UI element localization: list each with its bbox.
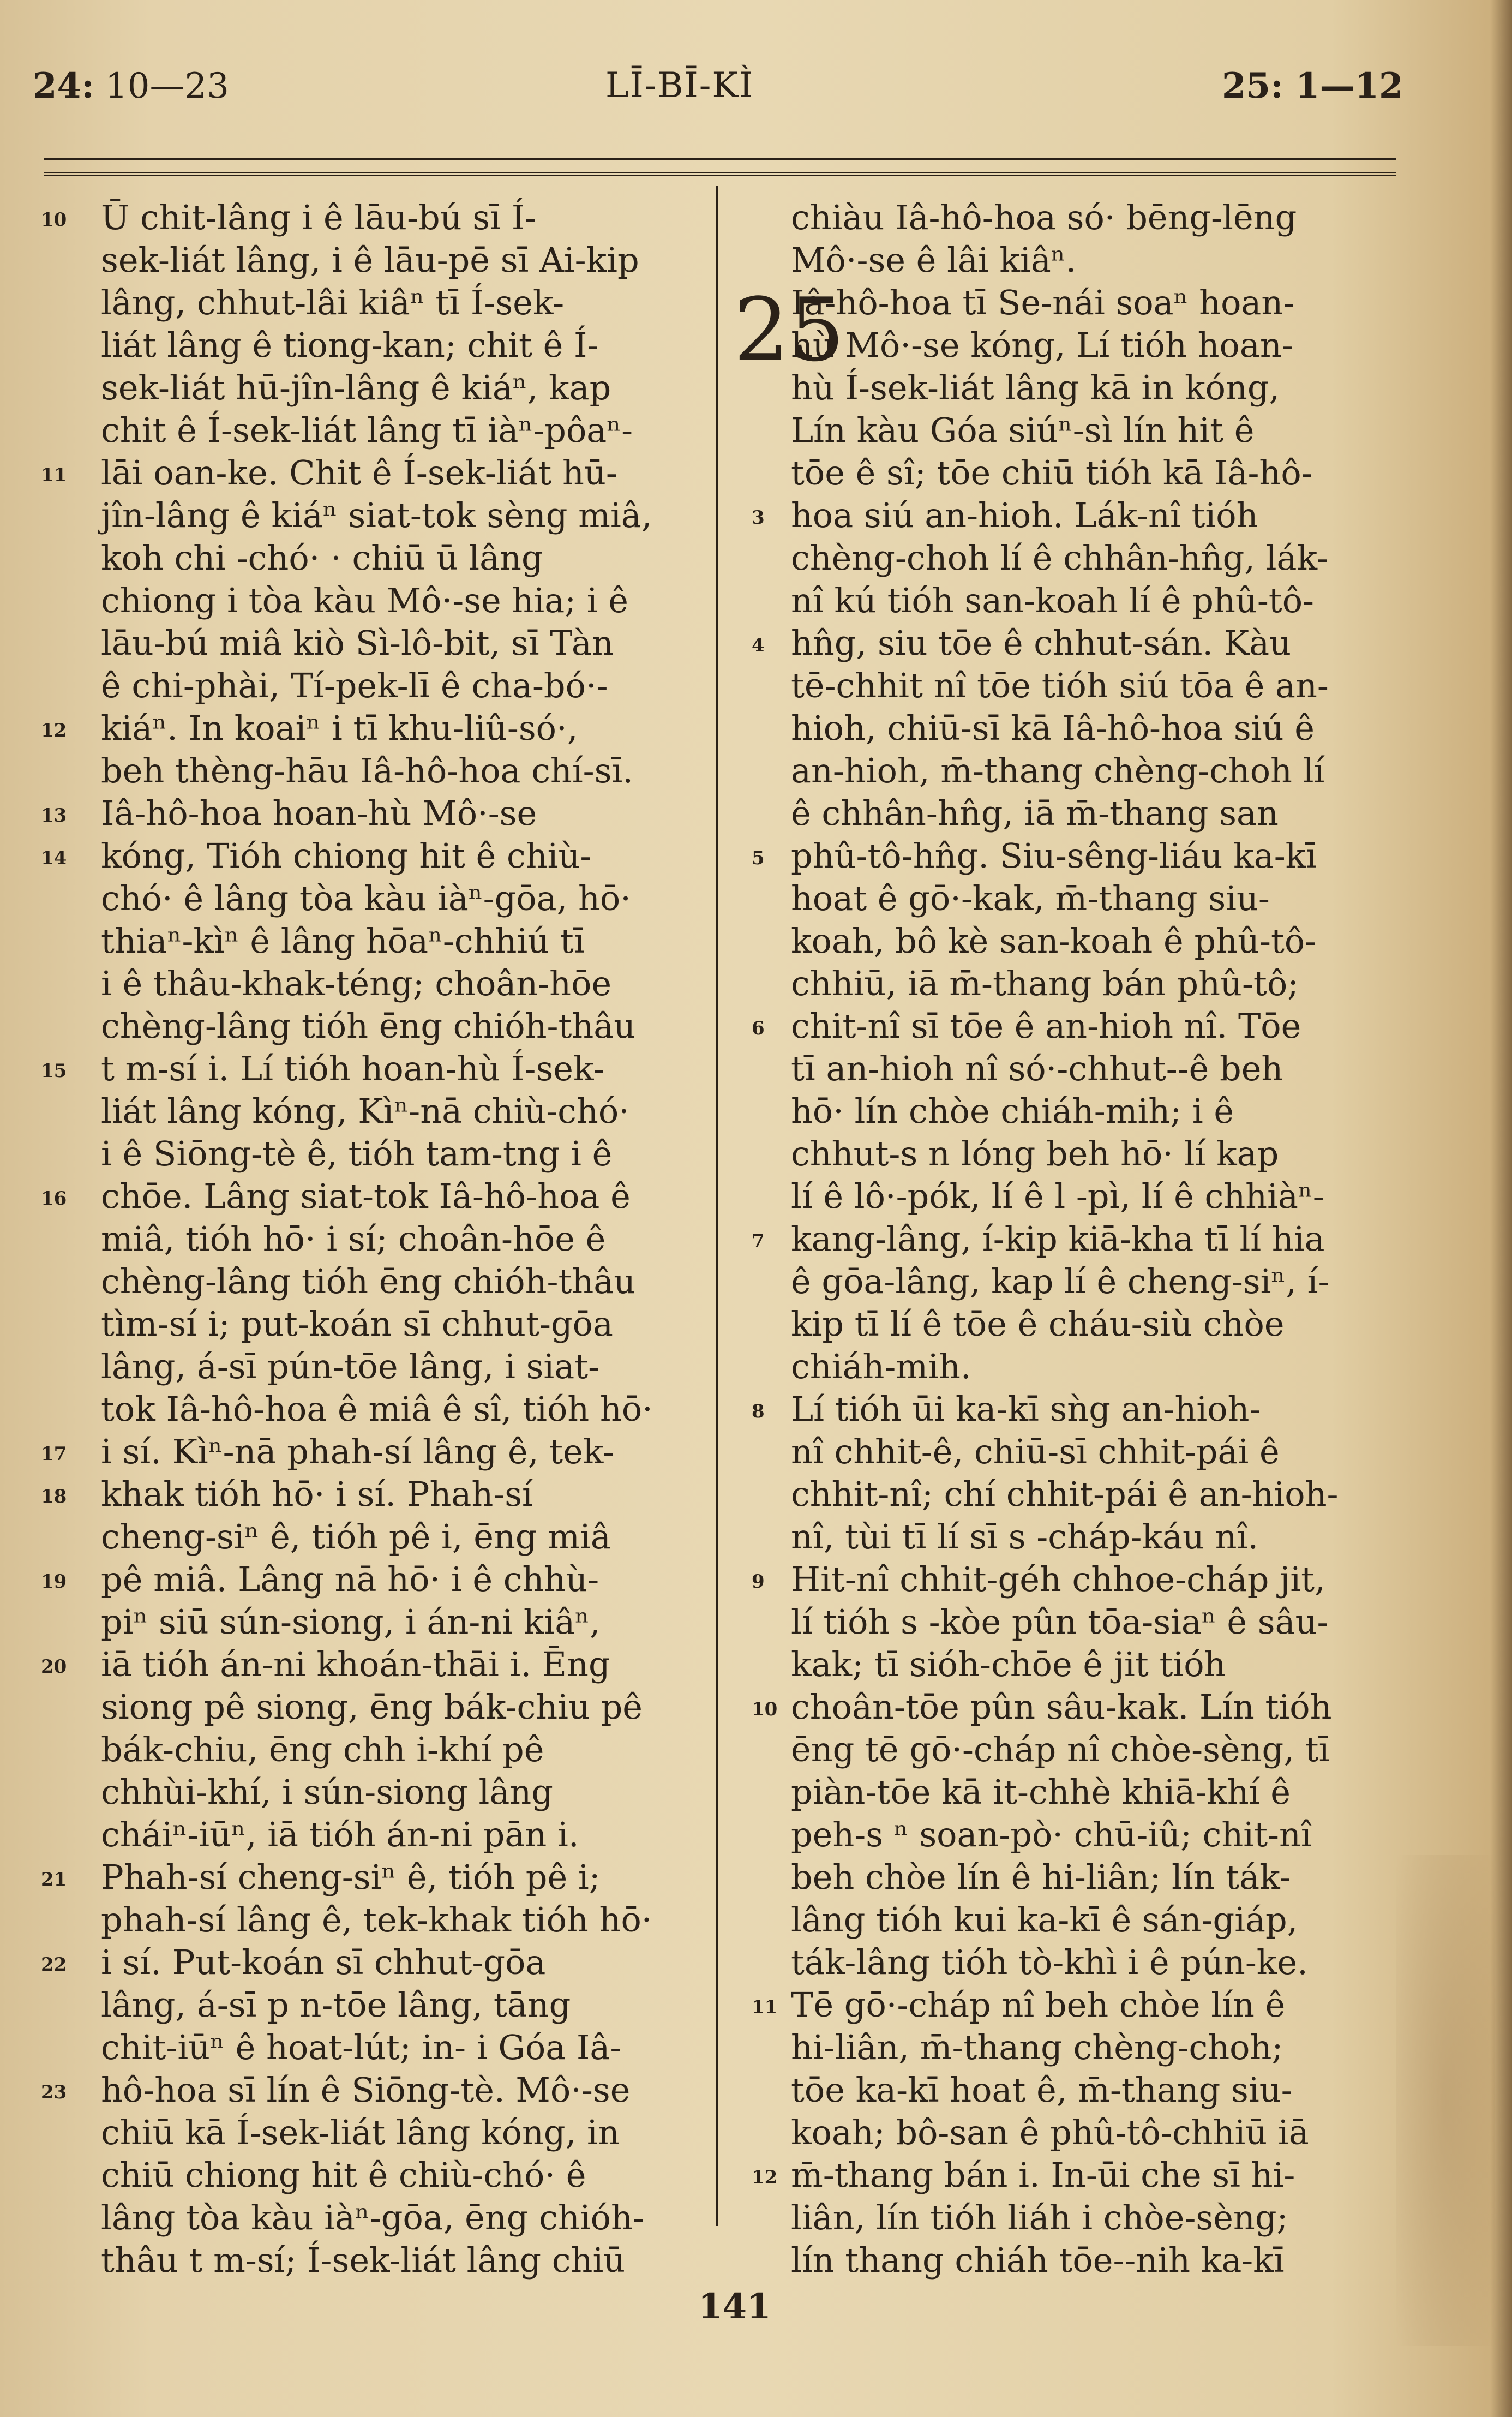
right-column-text-line: chhut-s n lóng beh hō· lí kap	[791, 1134, 1279, 1174]
right-column-text-line: koah, bô kè san-koah ê phû-tô-	[791, 921, 1317, 961]
left-column-text-line: chit ê Í-sek-liát lâng tī iàⁿ-pôaⁿ-	[101, 410, 633, 450]
left-column-text-line: chiū chiong hit ê chiù-chó· ê	[101, 2155, 586, 2195]
left-verse-number: 18	[41, 1486, 67, 1507]
right-column-text-line: hioh, chiū-sī kā Iâ-hô-hoa siú ê	[791, 708, 1315, 748]
right-column-text-line: ê gōa-lâng, kap lí ê cheng-siⁿ, í-	[791, 1261, 1330, 1301]
right-column-text-line: Iâ-hô-hoa tī Se-nái soaⁿ hoan-	[791, 283, 1295, 322]
right-column-text-line: ê chhân-hn̂g, iā m̄-thang san	[791, 793, 1279, 833]
left-verse-number: 17	[41, 1443, 67, 1465]
left-column-text-line: chèng-lâng tióh ēng chióh-thâu	[101, 1261, 636, 1301]
header-right-reference: 25: 1—12	[1222, 65, 1403, 106]
right-column-text-line: kak; tī sióh-chōe ê jit tióh	[791, 1644, 1226, 1684]
right-column-text-line: piàn-tōe kā it-chhè khiā-khí ê	[791, 1772, 1291, 1812]
left-column-text-line: cheng-siⁿ ê, tióh pê i, ēng miâ	[101, 1517, 611, 1557]
right-column-text-line: Hit-nî chhit-géh chhoe-cháp jit,	[791, 1559, 1325, 1599]
left-column-text-line: chhùi-khí, i sún-siong lâng	[101, 1772, 553, 1812]
right-column-text-line: peh-s ⁿ soan-pò· chū-iû; chit-nî	[791, 1815, 1312, 1854]
left-column-text-line: Iâ-hô-hoa hoan-hù Mô·-se	[101, 793, 537, 833]
right-column-text-line: koah; bô-san ê phû-tô-chhiū iā	[791, 2113, 1309, 2152]
left-column-text-line: lâng, á-sī pún-tōe lâng, i siat-	[101, 1347, 600, 1386]
right-verse-number: 3	[752, 507, 765, 529]
right-column-text-line: ták-lâng tióh tò-khì i ê pún-ke.	[791, 1942, 1308, 1982]
left-column-text-line: chōe. Lâng siat-tok Iâ-hô-hoa ê	[101, 1176, 631, 1216]
left-column-text-line: chiong i tòa kàu Mô·-se hia; i ê	[101, 581, 628, 620]
left-column-text-line: lâng, chhut-lâi kiâⁿ tī Í-sek-	[101, 283, 565, 322]
right-column-text-line: hù Í-sek-liát lâng kā in kóng,	[791, 368, 1280, 408]
right-column-text-line: Mô·-se ê lâi kiâⁿ.	[791, 240, 1077, 280]
right-column-text-line: hō· lín chòe chiáh-mih; i ê	[791, 1091, 1234, 1131]
right-column-text-line: an-hioh, m̄-thang chèng-choh lí	[791, 751, 1325, 791]
left-column-text-line: i ê Siōng-tè ê, tióh tam-tng i ê	[101, 1134, 613, 1174]
left-column-text-line: lâng tòa kàu iàⁿ-gōa, ēng chióh-	[101, 2198, 644, 2237]
header-verse-range: 10—23	[94, 66, 229, 106]
right-column-text-line: Lí tióh ūi ka-kī sǹg an-hioh-	[791, 1389, 1261, 1429]
right-column-text-line: kip tī lí ê tōe ê cháu-siù chòe	[791, 1304, 1285, 1344]
left-column-text-line: bák-chiu, ēng chh i-khí pê	[101, 1730, 544, 1769]
right-verse-number: 10	[752, 1698, 778, 1720]
right-column-text-line: lí tióh s -kòe pûn tōa-siaⁿ ê sâu-	[791, 1602, 1329, 1642]
left-column-text-line: ê chi-phài, Tí-pek-lī ê cha-bó·-	[101, 666, 608, 705]
left-column-text-line: lāi oan-ke. Chit ê Í-sek-liát hū-	[101, 453, 617, 493]
left-column-text-line: pê miâ. Lâng nā hō· i ê chhù-	[101, 1559, 599, 1599]
chapter-number: 25	[734, 279, 845, 381]
left-column-text-line: beh thèng-hāu Iâ-hô-hoa chí-sī.	[101, 751, 633, 791]
right-column-text-line: chhiū, iā m̄-thang bán phû-tô;	[791, 964, 1299, 1003]
left-column-text-line: piⁿ siū sún-siong, i án-ni kiâⁿ,	[101, 1602, 601, 1642]
left-verse-number: 10	[41, 209, 67, 231]
left-column-text-line: sek-liát lâng, i ê lāu-pē sī Ai-kip	[101, 240, 639, 280]
header-rule	[44, 158, 1396, 176]
right-column-text-line: Tē gō·-cháp nî beh chòe lín ê	[791, 1985, 1286, 2025]
left-column-text-line: khak tióh hō· i sí. Phah-sí	[101, 1474, 533, 1514]
right-verse-number: 9	[752, 1571, 765, 1593]
left-column-text-line: kiáⁿ. In koaiⁿ i tī khu-liû-só·,	[101, 708, 578, 748]
left-column-text-line: t m-sí i. Lí tióh hoan-hù Í-sek-	[101, 1049, 605, 1088]
left-column-text-line: chit-iūⁿ ê hoat-lút; in- i Góa Iâ-	[101, 2027, 622, 2067]
right-column-text-line: chiàu Iâ-hô-hoa só· bēng-lēng	[791, 198, 1297, 237]
left-column-text-line: jîn-lâng ê kiáⁿ siat-tok sèng miâ,	[101, 495, 652, 535]
left-verse-number: 13	[41, 805, 67, 827]
right-column-text-line: phû-tô-hn̂g. Siu-sêng-liáu ka-kī	[791, 836, 1317, 876]
left-verse-number: 15	[41, 1060, 67, 1082]
left-column-text-line: thiaⁿ-kìⁿ ê lâng hōaⁿ-chhiú tī	[101, 921, 585, 961]
right-column-text-line: nî kú tióh san-koah lí ê phû-tô-	[791, 581, 1315, 620]
right-verse-number: 8	[752, 1401, 765, 1422]
right-column-text-line: choân-tōe pûn sâu-kak. Lín tióh	[791, 1687, 1332, 1727]
right-column-text-line: chit-nî sī tōe ê an-hioh nî. Tōe	[791, 1006, 1301, 1046]
left-verse-number: 12	[41, 720, 67, 741]
left-column-text-line: chó· ê lâng tòa kàu iàⁿ-gōa, hō·	[101, 878, 631, 918]
header-book-title: LĪ-BĪ-KÌ	[605, 65, 754, 106]
right-column-text-line: lí ê lô·-pók, lí ê l -pì, lí ê chhiàⁿ-	[791, 1176, 1324, 1216]
left-verse-number: 23	[41, 2081, 67, 2103]
left-verse-number: 14	[41, 847, 67, 869]
left-column-text-line: lāu-bú miâ kiò Sì-lô-bit, sī Tàn	[101, 623, 614, 663]
right-verse-number: 12	[752, 2167, 778, 2188]
right-column-text-line: tōe ê sî; tōe chiū tióh kā Iâ-hô-	[791, 453, 1313, 493]
right-column-text-line: nî, tùi tī lí sī s -cháp-káu nî.	[791, 1517, 1259, 1557]
right-column-text-line: liân, lín tióh liáh i chòe-sèng;	[791, 2198, 1288, 2237]
right-column-text-line: hù Mô·-se kóng, Lí tióh hoan-	[791, 325, 1293, 365]
right-column-text-line: lâng tióh kui ka-kī ê sán-giáp,	[791, 1900, 1298, 1940]
left-verse-number: 21	[41, 1869, 67, 1890]
header-chapter: 24:	[33, 65, 94, 106]
left-column-text-line: tok Iâ-hô-hoa ê miâ ê sî, tióh hō·	[101, 1389, 653, 1429]
left-verse-number: 19	[41, 1571, 67, 1593]
right-column-text-line: tē-chhit nî tōe tióh siú tōa ê an-	[791, 666, 1329, 705]
right-column	[791, 196, 1396, 2282]
left-column-text-line: miâ, tióh hō· i sí; choân-hōe ê	[101, 1219, 606, 1259]
right-verse-number: 11	[752, 1996, 778, 2018]
left-column-text-line: liát lâng ê tiong-kan; chit ê Í-	[101, 325, 599, 365]
right-verse-number: 5	[752, 847, 765, 869]
right-column-text-line: Lín kàu Góa siúⁿ-sì lín hit ê	[791, 410, 1255, 450]
left-column-text-line: koh chi -chó· · chiū ū lâng	[101, 538, 543, 578]
right-verse-number: 6	[752, 1018, 765, 1039]
left-column-text-line: Phah-sí cheng-siⁿ ê, tióh pê i;	[101, 1857, 601, 1897]
left-verse-number: 22	[41, 1954, 67, 1976]
left-column-text-line: phah-sí lâng ê, tek-khak tióh hō·	[101, 1900, 652, 1940]
left-column	[101, 196, 704, 2282]
right-column-text-line: hi-liân, m̄-thang chèng-choh;	[791, 2027, 1283, 2067]
right-column-text-line: chhit-nî; chí chhit-pái ê an-hioh-	[791, 1474, 1339, 1514]
page-number: 141	[698, 2286, 771, 2327]
left-column-text-line: chèng-lâng tióh ēng chióh-thâu	[101, 1006, 636, 1046]
left-verse-number: 11	[41, 464, 67, 486]
left-column-text-line: kóng, Tióh chiong hit ê chiù-	[101, 836, 592, 876]
left-column-text-line: tìm-sí i; put-koán sī chhut-gōa	[101, 1304, 613, 1344]
left-column-text-line: i sí. Kìⁿ-nā phah-sí lâng ê, tek-	[101, 1432, 615, 1471]
right-column-text-line: chèng-choh lí ê chhân-hn̂g, lák-	[791, 538, 1328, 578]
right-verse-number: 4	[752, 635, 765, 656]
left-column-text-line: hô-hoa sī lín ê Siōng-tè. Mô·-se	[101, 2070, 631, 2110]
right-column-text-line: hoat ê gō·-kak, m̄-thang siu-	[791, 878, 1270, 918]
right-verse-number: 7	[752, 1230, 765, 1252]
right-column-text-line: m̄-thang bán i. In-ūi che sī hi-	[791, 2155, 1295, 2195]
right-column-text-line: tī an-hioh nî só·-chhut--ê beh	[791, 1049, 1283, 1088]
column-divider	[716, 186, 718, 2226]
paper-stain	[1396, 1855, 1495, 2346]
left-column-text-line: cháiⁿ-iūⁿ, iā tióh án-ni pān i.	[101, 1815, 579, 1854]
right-column-text-line: nî chhit-ê, chiū-sī chhit-pái ê	[791, 1432, 1280, 1471]
left-column-text-line: i sí. Put-koán sī chhut-gōa	[101, 1942, 546, 1982]
left-column-text-line: chiū kā Í-sek-liát lâng kóng, in	[101, 2113, 620, 2152]
left-verse-number: 20	[41, 1656, 67, 1678]
right-column-text-line: ēng tē gō·-cháp nî chòe-sèng, tī	[791, 1730, 1330, 1769]
left-column-text-line: lâng, á-sī p n-tōe lâng, tāng	[101, 1985, 571, 2025]
left-column-text-line: i ê thâu-khak-téng; choân-hōe	[101, 964, 612, 1003]
right-column-text-line: kang-lâng, í-kip kiā-kha tī lí hia	[791, 1219, 1325, 1259]
header-left-reference	[33, 65, 229, 106]
running-header	[33, 65, 1403, 125]
left-column-text-line: liát lâng kóng, Kìⁿ-nā chiù-chó·	[101, 1091, 629, 1131]
left-column-text-line: sek-liát hū-jîn-lâng ê kiáⁿ, kap	[101, 368, 611, 408]
right-column-text-line: beh chòe lín ê hi-liân; lín ták-	[791, 1857, 1291, 1897]
left-column-text-line: iā tióh án-ni khoán-thāi i. Ēng	[101, 1644, 610, 1684]
left-column-text-line: thâu t m-sí; Í-sek-liát lâng chiū	[101, 2240, 626, 2280]
left-verse-number: 16	[41, 1188, 67, 1210]
left-column-text-line: Ū chit-lâng i ê lāu-bú sī Í-	[101, 198, 537, 237]
right-column-text-line: tōe ka-kī hoat ê, m̄-thang siu-	[791, 2070, 1293, 2110]
left-column-text-line: siong pê siong, ēng bák-chiu pê	[101, 1687, 643, 1727]
right-column-text-line: lín thang chiáh tōe--nih ka-kī	[791, 2240, 1285, 2280]
right-column-text-line: hn̂g, siu tōe ê chhut-sán. Kàu	[791, 623, 1292, 663]
right-column-text-line: hoa siú an-hioh. Lák-nî tióh	[791, 495, 1258, 535]
right-column-text-line: chiáh-mih.	[791, 1347, 971, 1386]
